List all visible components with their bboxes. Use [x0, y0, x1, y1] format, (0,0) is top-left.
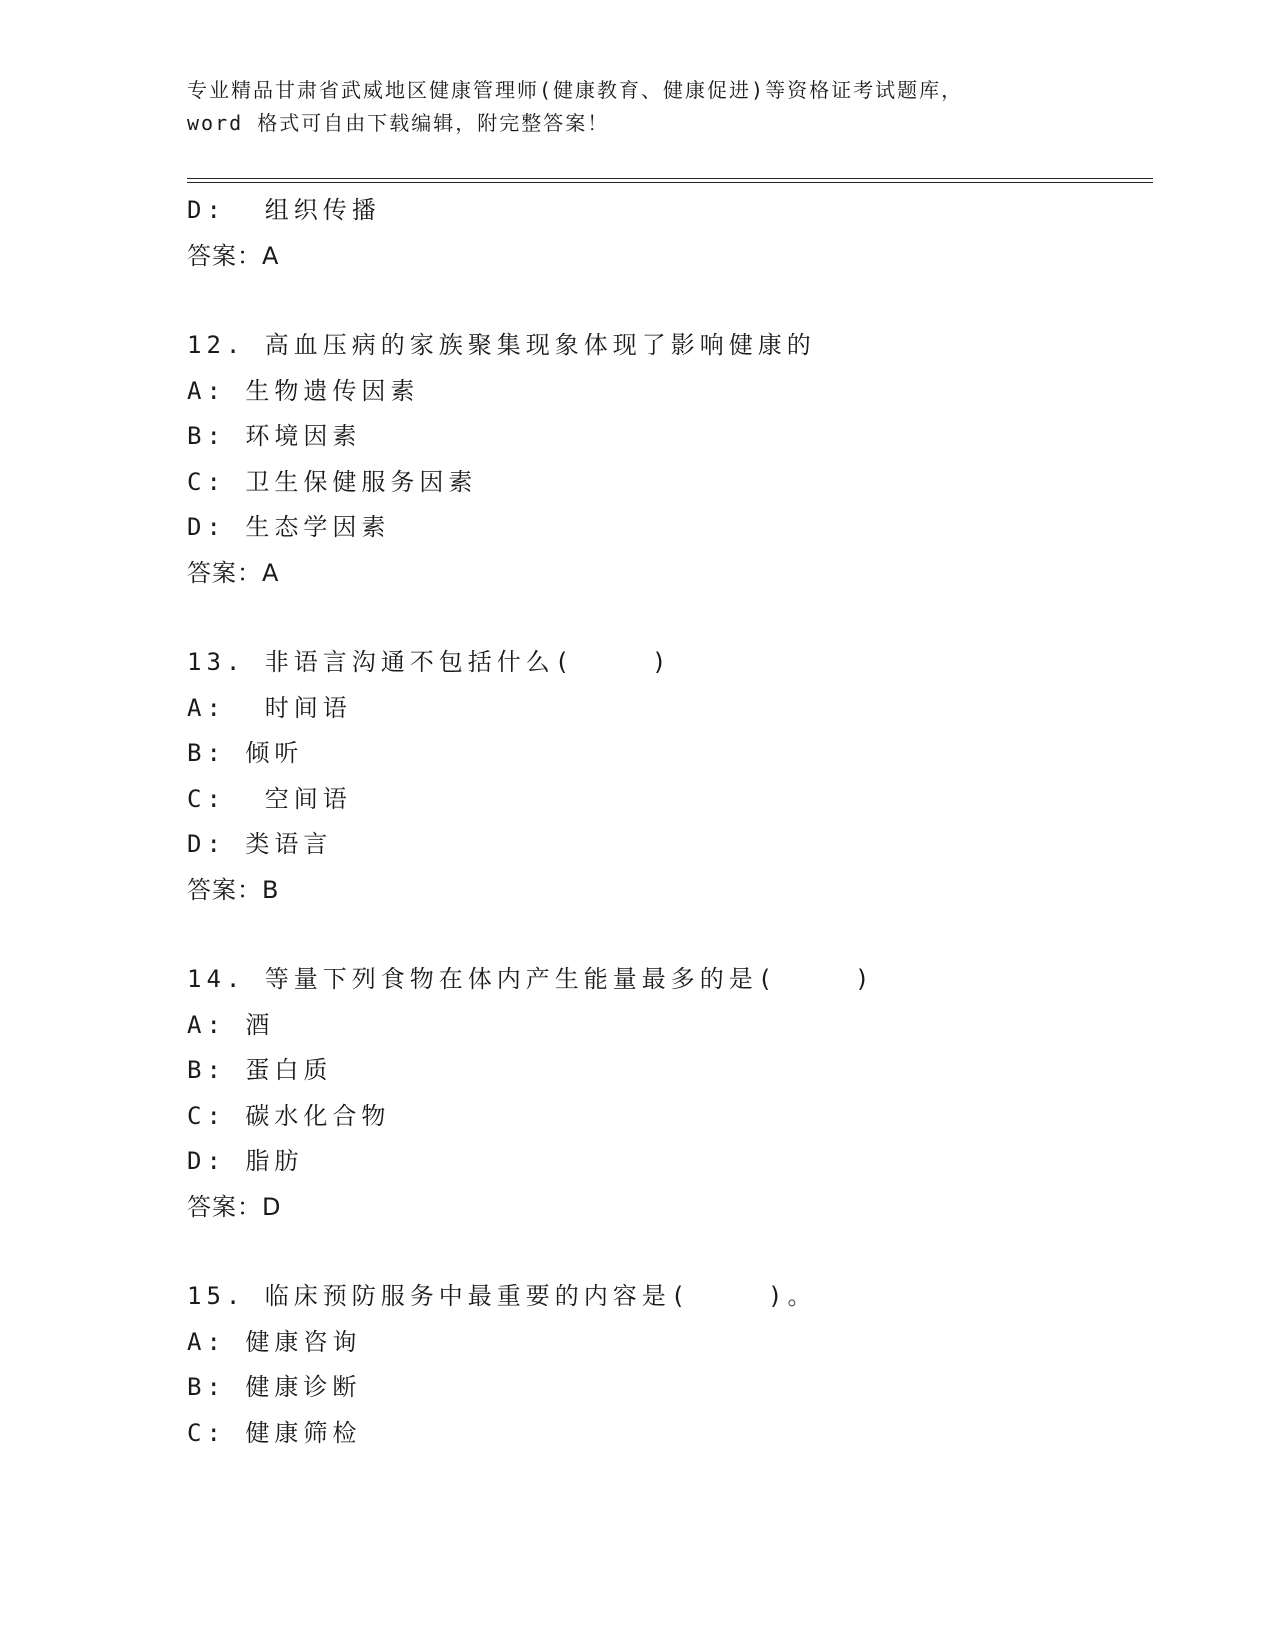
option-d: D: 脂肪 [187, 1147, 304, 1175]
option-b: B: 健康诊断 [187, 1373, 362, 1401]
option-b: B: 环境因素 [187, 422, 362, 450]
option-c: C: 碳水化合物 [187, 1101, 391, 1130]
answer-line: 答案：A [187, 241, 280, 270]
answer-line: 答案：D [187, 1192, 282, 1221]
document-header [187, 74, 1087, 140]
spacer [187, 279, 1147, 323]
question-block-14 [187, 957, 1147, 1230]
question-stem: 12. 高血压病的家族聚集现象体现了影响健康的 [187, 331, 816, 359]
option-c: C: 卫生保健服务因素 [187, 467, 478, 496]
option-a: A: 健康咨询 [187, 1327, 362, 1356]
option-b: B: 倾听 [187, 739, 304, 767]
option-c: C: 空间语 [187, 784, 352, 813]
header-line-1: 专业精品甘肃省武威地区健康管理师(健康教育、健康促进)等资格证考试题库， [187, 78, 964, 102]
spacer [187, 1230, 1147, 1274]
header-line-2: word 格式可自由下载编辑，附完整答案！ [187, 111, 610, 135]
spacer [187, 913, 1147, 957]
option-d: D: 组织传播 [187, 196, 381, 224]
option-d: D: 生态学因素 [187, 513, 391, 541]
question-stem: 15. 临床预防服务中最重要的内容是( )。 [187, 1282, 817, 1310]
option-a: A: 生物遗传因素 [187, 376, 420, 405]
header-divider [187, 178, 1153, 183]
question-list [187, 188, 1147, 1456]
option-c: C: 健康筛检 [187, 1418, 362, 1447]
spacer [187, 596, 1147, 640]
answer-line: 答案：B [187, 875, 280, 904]
question-stem: 13. 非语言沟通不包括什么( ) [187, 648, 672, 676]
question-block-12 [187, 323, 1147, 596]
question-block-13 [187, 640, 1147, 913]
option-b: B: 蛋白质 [187, 1056, 333, 1084]
answer-line: 答案：A [187, 558, 280, 587]
option-a: A: 时间语 [187, 693, 352, 722]
question-stem: 14. 等量下列食物在体内产生能量最多的是( ) [187, 965, 875, 993]
option-a: A: 酒 [187, 1010, 275, 1039]
option-d: D: 类语言 [187, 830, 333, 858]
question-block-15 [187, 1274, 1147, 1456]
